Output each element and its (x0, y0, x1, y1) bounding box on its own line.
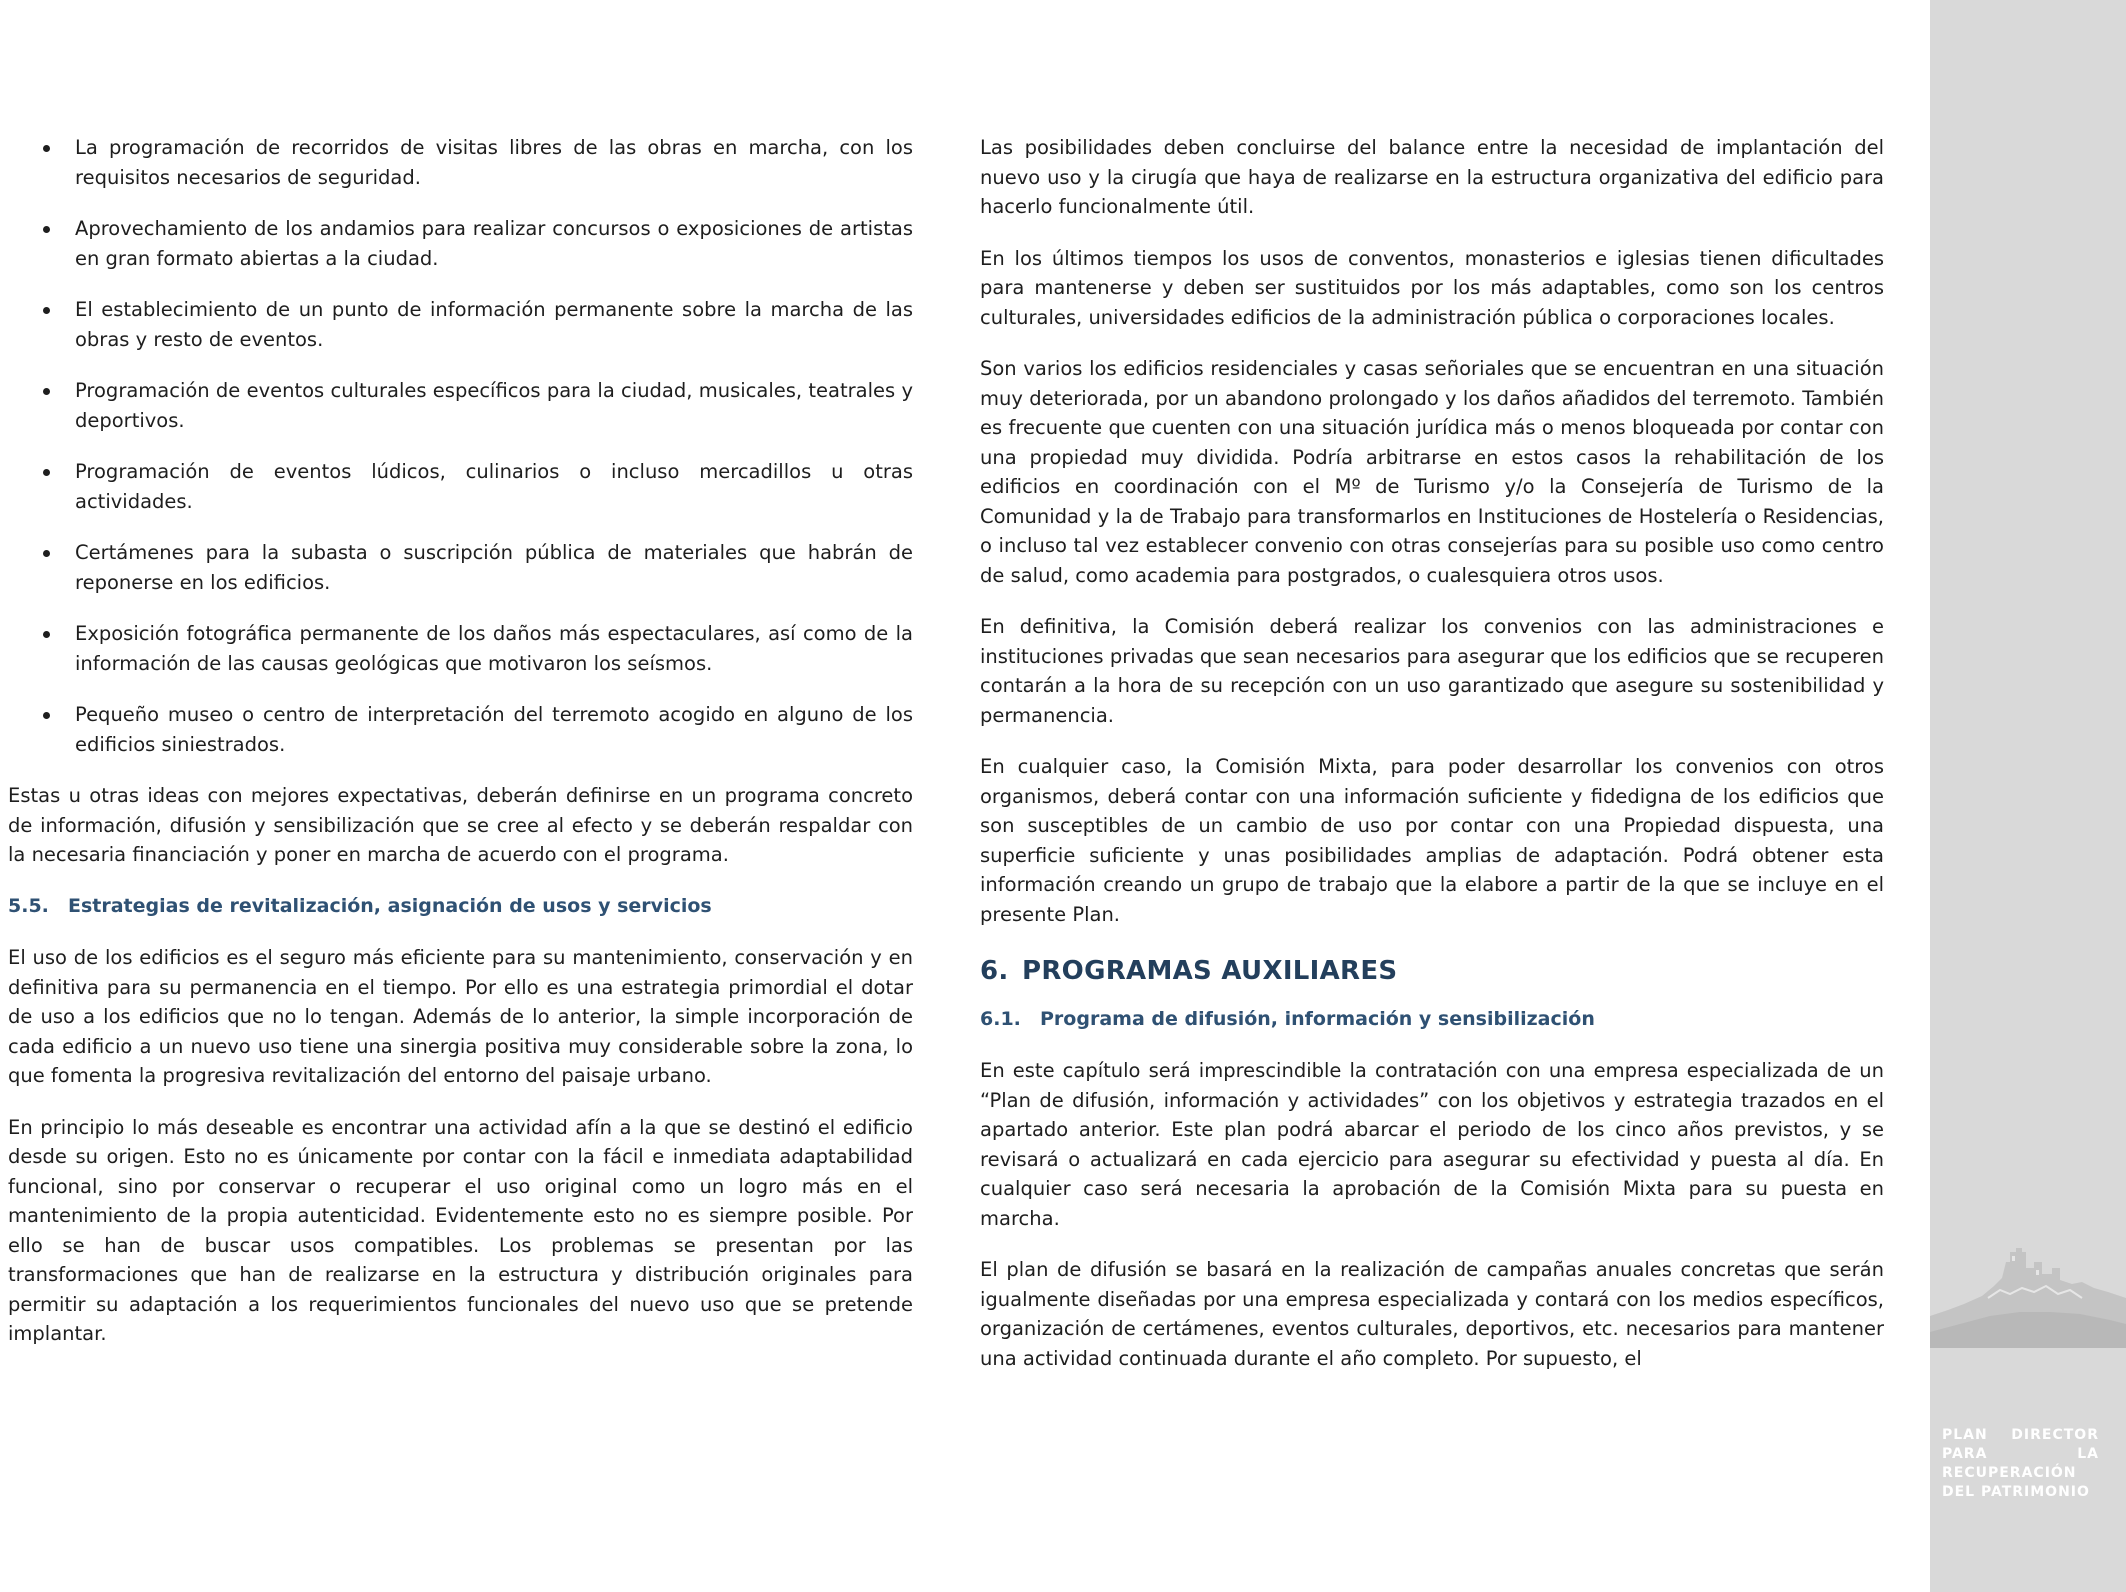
paragraph: El uso de los edificios es el seguro más eficiente para su mantenimiento, conservación y en definitiva para su permanencia en el tiempo. Por ello es una estrategia primordial el dotar de uso a los edificios que no lo tengan. Además de lo anterior, la simple incorporación de cada edificio a un nuevo uso tiene una sinergia positiva muy considerable sobre la zona, lo que fomenta la progresiva revitalización del entorno del paisaje urbano. (8, 946, 913, 1087)
chapter-number: 6. (980, 956, 1009, 986)
paragraph: Son varios los edificios residenciales y casas señoriales que se encuentran en una situación muy deteriorada, por un abandono prolongado y los daños añadidos del terremoto. También es frecuente que cuenten con una situación jurídica más o menos bloqueada por contar con una propiedad muy dividida. Podría arbitrarse en estos casos la rehabilitación de los edificios en coordinación con el Mº de Turismo y/o la Consejería de Turismo de la Comunidad y la de Trabajo para transformarlos en Instituciones de Hostelería o Residencias, o incluso tal vez establecer convenio con otras consejerías para su posible uso como centro de salud, como academia para postgrados, o cualesquiera otros usos. (980, 357, 1884, 587)
paragraph: En principio lo más deseable es encontrar una actividad afín a la que se destinó el edificio desde su origen. Esto no es únicamente por contar con la fácil e inmediata adaptabilidad funcional, sino por conservar o recuperar el uso original como un logro más en el mantenimiento de la propia autenticidad. Evidentemente esto no es siempre posible. Por ello se han de buscar usos compatibles. Los problemas se presentan por las transformaciones que han de realizarse en la estructura y distribución originales para permitir su adaptación a los requerimientos funcionales del nuevo uso que se pretende implantar. (8, 1115, 913, 1345)
activity-bullet-list (8, 133, 913, 759)
sidebar-band (1930, 0, 2126, 1592)
list-item: Aprovechamiento de los andamios para realizar concursos o exposiciones de artistas en gran formato abiertas a la ciudad. (8, 214, 913, 273)
section-title: Programa de difusión, información y sensibilización (1040, 1007, 1595, 1030)
list-item: Pequeño museo o centro de interpretación del terremoto acogido en alguno de los edificios siniestrados. (8, 700, 913, 759)
paragraph: En cualquier caso, la Comisión Mixta, para poder desarrollar los convenios con otros organismos, deberá contar con una información suficiente y fidedigna de los edificios que son susceptibles de un cambio de uso por contar con una Propiedad dispuesta, una superficie suficiente y unas posibilidades amplias de adaptación. Podrá obtener esta información creando un grupo de trabajo que la elabore a partir de la que se incluye en el presente Plan. (980, 755, 1884, 926)
section-number: 5.5. (8, 894, 49, 917)
section-heading-6-1 (980, 1005, 1884, 1035)
paragraph: En los últimos tiempos los usos de conventos, monasterios e iglesias tienen dificultades para mantenerse y deben ser sustituidos por los más adaptables, como son los centros culturales, universidades edificios de la administración pública o corporaciones locales. (980, 246, 1884, 329)
paragraph: Las posibilidades deben concluirse del balance entre la necesidad de implantación del nuevo uso y la cirugía que haya de realizarse en la estructura organizativa del edificio para hacerlo funcionalmente útil. (980, 136, 1884, 218)
list-item: Exposición fotográfica permanente de los daños más espectaculares, así como de la información de las causas geológicas que motivaron los seísmos. (8, 619, 913, 678)
right-column (980, 133, 1884, 1395)
paragraph: Estas u otras ideas con mejores expectativas, deberán definirse en un programa concreto de información, difusión y sensibilización que se cree al efecto y se deberán respaldar con la necesaria financiación y poner en marcha de acuerdo con el programa. (8, 784, 913, 866)
paragraph: En definitiva, la Comisión deberá realizar los convenios con las administraciones e instituciones privadas que sean necesarios para asegurar que los edificios que se recuperen contarán a la hora de su recepción con un uso garantizado que asegure su sostenibilidad y permanencia. (980, 615, 1884, 727)
section-number: 6.1. (980, 1007, 1021, 1030)
section-heading-5-5 (8, 892, 913, 922)
list-item: Certámenes para la subasta o suscripción pública de materiales que habrán de reponerse en los edificios. (8, 538, 913, 597)
list-item: El establecimiento de un punto de información permanente sobre la marcha de las obras y resto de eventos. (8, 295, 913, 354)
list-item: La programación de recorridos de visitas libres de las obras en marcha, con los requisitos necesarios de seguridad. (8, 133, 913, 192)
list-item: Programación de eventos lúdicos, culinarios o incluso mercadillos u otras actividades. (8, 457, 913, 516)
list-item: Programación de eventos culturales específicos para la ciudad, musicales, teatrales y deportivos. (8, 376, 913, 435)
section-title: Estrategias de revitalización, asignación de usos y servicios (68, 894, 712, 917)
paragraph: En este capítulo será imprescindible la contratación con una empresa especializada de un “Plan de difusión, información y actividades” con los objetivos y estrategia trazados en el apartado anterior. Este plan podrá abarcar el periodo de los cinco años previstos, y se revisará o actualizará en cada ejercicio para asegurar su efectividad y puesta al día. En cualquier caso será necesaria la aprobación de la Comisión Mixta para su puesta en marcha. (980, 1059, 1884, 1230)
paragraph: El plan de difusión se basará en la realización de campañas anuales concretas que serán igualmente diseñadas por una empresa especializada y contará con los medios específicos, organización de certámenes, eventos culturales, deportivos, etc. necesarios para mantener una actividad continuada durante el año completo. Por supuesto, el (980, 1258, 1884, 1370)
chapter-title: PROGRAMAS AUXILIARES (1022, 956, 1398, 986)
left-column (8, 133, 913, 1371)
chapter-heading-6 (980, 957, 1884, 987)
castle-hill-logo-icon (1930, 1228, 2126, 1348)
plan-title: PLAN DIRECTOR PARA LA RECUPERACIÓN DEL PATRIMONIO (1942, 1427, 2099, 1500)
